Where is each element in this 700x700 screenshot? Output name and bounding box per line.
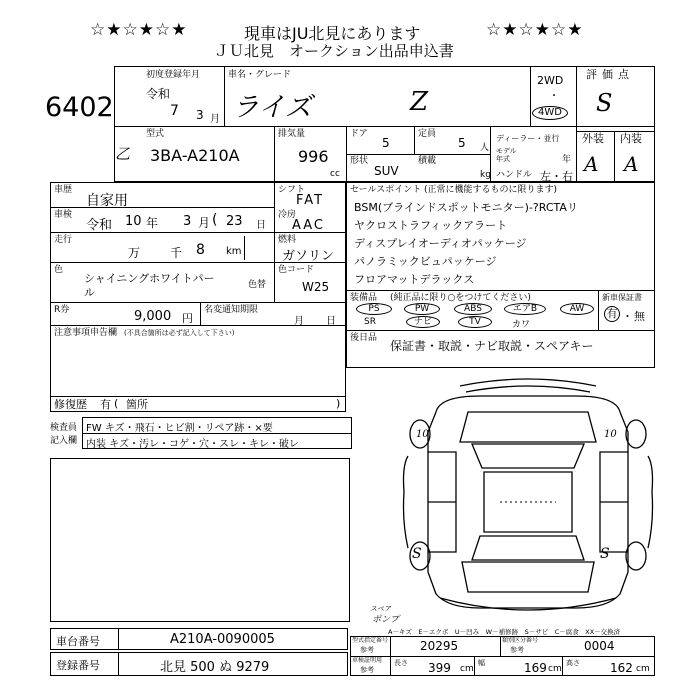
inspection-era: 令和 <box>86 218 113 233</box>
selling-point-1: BSM(ブラインドスポットモニター)-?RCTAリ <box>354 201 578 214</box>
drive-2wd: 2WD <box>537 74 564 87</box>
lot-number: 6402 <box>45 92 114 123</box>
mark-s-left: S <box>412 546 422 562</box>
rating-value: S <box>596 89 613 117</box>
name-grade-label: 車名・グレード <box>228 70 292 80</box>
selling-points-sub: (正常に機能するものに限ります) <box>424 185 558 195</box>
mark-10-right: 10 <box>604 429 617 440</box>
type-designation-sub: 参考 <box>360 646 374 654</box>
repair-bracket-open: ( <box>114 397 119 410</box>
inspection-year: 10 <box>125 214 142 229</box>
displacement-unit: cc <box>330 169 340 179</box>
transfer-month: 月 <box>294 316 304 327</box>
inspector-label1: 検査員 <box>50 423 78 433</box>
selling-points-label: セールスポイント <box>350 185 422 195</box>
spare-pump: ポンプ <box>372 615 400 625</box>
diagram-legend: A－キズ E－エクボ U－凹み W－補修跡 S－サビ C－腐食 XX－交換済 <box>388 628 621 636</box>
mileage-man: 万 <box>128 246 141 260</box>
type-designation-label: 型式指定番号 <box>352 637 389 644</box>
length-label: 長さ <box>394 659 408 667</box>
equip-airbag: エアB <box>504 303 546 315</box>
equipment-label: 装備品 <box>350 293 378 303</box>
height-value: 162 <box>610 661 633 675</box>
inspector-row1: FW キズ・飛石・ヒビ割・リペア跡・×要 <box>86 423 273 434</box>
equipment-sub: (純正品に限り○をつけてください) <box>390 293 531 303</box>
inspection-day: 23 <box>226 214 243 229</box>
header-stars-right: ☆★☆★☆★ <box>486 20 584 40</box>
transfer-label: 名変通知期限 <box>204 305 259 315</box>
blank-grid-box <box>50 458 350 622</box>
recycle-label: R券 <box>54 305 70 315</box>
vehicle-name: ライズ <box>232 92 312 123</box>
interior-value: A <box>624 152 639 176</box>
shape-value: SUV <box>374 164 399 178</box>
reg-month: 3 <box>196 108 204 122</box>
width-value: 169 <box>524 661 547 675</box>
type-designation: 20295 <box>420 639 459 653</box>
first-reg-label: 初度登録年月 <box>146 70 201 80</box>
model-value: 3BA-A210A <box>150 146 240 165</box>
recycle-unit: 円 <box>182 312 193 325</box>
notes-label: 注意事項申告欄 <box>54 328 118 338</box>
inspector-label2: 記入欄 <box>50 436 78 446</box>
notes-sub: (不具合箇所は必ず記入して下さい) <box>124 329 235 337</box>
accessories-label: 後日品 <box>350 333 378 343</box>
repair-label: 修復歴 <box>54 398 87 411</box>
displacement-label: 排気量 <box>278 129 306 139</box>
color-code-label: 色コード <box>278 265 315 275</box>
load-unit: kg <box>480 170 491 180</box>
width-label: 幅 <box>478 659 485 667</box>
selling-point-5: フロアマットデラックス <box>354 273 475 286</box>
height-label: 高さ <box>566 659 580 667</box>
reg-month-unit: 月 <box>210 114 220 125</box>
shift-label: シフト <box>278 185 306 195</box>
capacity-value: 5 <box>458 136 466 150</box>
transfer-day: 日 <box>326 316 336 327</box>
selling-point-3: ディスプレイオーディオパッケージ <box>354 237 527 250</box>
header-stars-left: ☆★☆★☆★ <box>90 20 188 40</box>
fuel-label: 燃料 <box>278 235 297 245</box>
doors-label: ドア <box>350 129 368 139</box>
equip-navi: ナビ <box>406 316 440 328</box>
selling-point-2: ヤクロストラフィックアラート <box>354 219 508 232</box>
mileage-value: 8 <box>196 242 205 258</box>
usage-category: 自家用 <box>86 193 128 209</box>
equip-abs: ABS <box>454 303 492 315</box>
handle-value: 左・右 <box>540 170 573 183</box>
capacity-unit: 人 <box>480 143 490 153</box>
vehicle-grade: Z <box>410 87 429 117</box>
inspection-month-unit: 月 <box>198 216 211 230</box>
inspection-year-unit: 年 <box>146 216 159 230</box>
model-year-label: モデル年式 <box>496 147 517 163</box>
category-no: 0004 <box>584 639 615 653</box>
color-line1: シャイニングホワイトパー <box>84 272 215 285</box>
inspection-label: 車検 <box>54 210 73 220</box>
inspection-day-open: ( <box>212 212 218 228</box>
shift-value: FAT <box>296 193 325 208</box>
mileage-unit: km <box>226 246 242 257</box>
plate-label: 登録番号 <box>56 659 100 672</box>
mark-s-right: S <box>600 546 610 562</box>
height-unit: cm <box>636 664 650 674</box>
selling-point-4: パノラミックビュパッケージ <box>354 255 497 268</box>
reg-year: 7 <box>170 103 179 119</box>
color-line2: ル <box>84 286 95 299</box>
inspection-month: 3 <box>183 214 192 229</box>
warranty-yes: 有 <box>604 306 620 322</box>
repair-place: 箇所 <box>126 398 148 411</box>
inspection-day-unit: 日 <box>256 220 266 231</box>
warranty-no: 無 <box>634 310 645 323</box>
equip-pw: PW <box>404 303 440 315</box>
equip-sr: SR <box>364 317 376 327</box>
capacity-label: 定員 <box>418 129 437 139</box>
warranty-label: 新車保証書 <box>602 293 642 302</box>
interior-label: 内装 <box>620 132 642 145</box>
exterior-label: 外装 <box>582 132 604 145</box>
mark-10-left: 10 <box>416 429 429 440</box>
repair-bracket-close: ) <box>336 397 341 410</box>
form-title: ＪＵ北見 オークション出品申込書 <box>214 42 454 60</box>
lot-sub-mark: 乙 <box>115 145 131 163</box>
equip-kawa: カワ <box>512 320 531 330</box>
color-label: 色 <box>54 265 64 275</box>
car-damage-diagram <box>400 372 656 622</box>
spare-label: スペア <box>370 605 391 613</box>
model-year-unit: 年 <box>562 155 572 165</box>
width-unit: cm <box>548 664 562 674</box>
rating-label: 評価点 <box>586 68 634 81</box>
drive-4wd: 4WD <box>532 106 568 120</box>
drive-dot: ・ <box>549 91 559 102</box>
model-label: 型式 <box>146 129 165 139</box>
reg-era: 令和 <box>146 87 171 101</box>
aircon-value: AAC <box>292 218 325 233</box>
mileage-label: 走行 <box>54 235 73 245</box>
plate-value: 北見 500 ぬ 9279 <box>160 660 270 675</box>
category-no-sub: 参考 <box>510 646 524 654</box>
load-label: 積載 <box>418 156 437 166</box>
inspector-row2: 内装 キズ・汚レ・コゲ・穴・スレ・キレ・破レ <box>86 439 299 450</box>
warranty-dot: ・ <box>622 310 633 323</box>
doors-value: 5 <box>382 136 390 150</box>
cert-sub: 参考 <box>360 666 374 674</box>
chassis-label: 車台番号 <box>56 635 100 648</box>
equip-ps: PS <box>356 303 392 315</box>
displacement-value: 996 <box>298 147 329 166</box>
fuel-value: ガソリン <box>282 249 335 264</box>
equip-aw: AW <box>560 303 594 315</box>
chassis-value: A210A-0090005 <box>170 632 275 647</box>
mileage-sen: 千 <box>170 246 183 260</box>
handle-label: ハンドル <box>496 170 533 180</box>
aircon-label: 冷房 <box>278 210 297 220</box>
repair-value: 有 <box>100 398 111 411</box>
usage-category-label: 車歴 <box>54 185 73 195</box>
dealer-label: ディーラー・並行 <box>496 134 560 143</box>
recycle-amount: 9,000 <box>134 309 172 324</box>
accessories-items: 保証書・取説・ナビ取説・スペアキー <box>390 339 594 353</box>
header-location-note: 現車はJU北見にあります <box>244 24 421 43</box>
equip-tv: TV <box>458 316 492 328</box>
color-code: W25 <box>302 280 330 294</box>
category-no-label: 類別区分番号 <box>502 637 539 644</box>
length-value: 399 <box>428 661 451 675</box>
shape-label: 形状 <box>350 156 369 166</box>
length-unit: cm <box>460 664 474 674</box>
exterior-value: A <box>584 152 599 176</box>
cert-label: 車検証明用 <box>352 657 383 664</box>
color-no-label: 色替 <box>248 280 267 290</box>
